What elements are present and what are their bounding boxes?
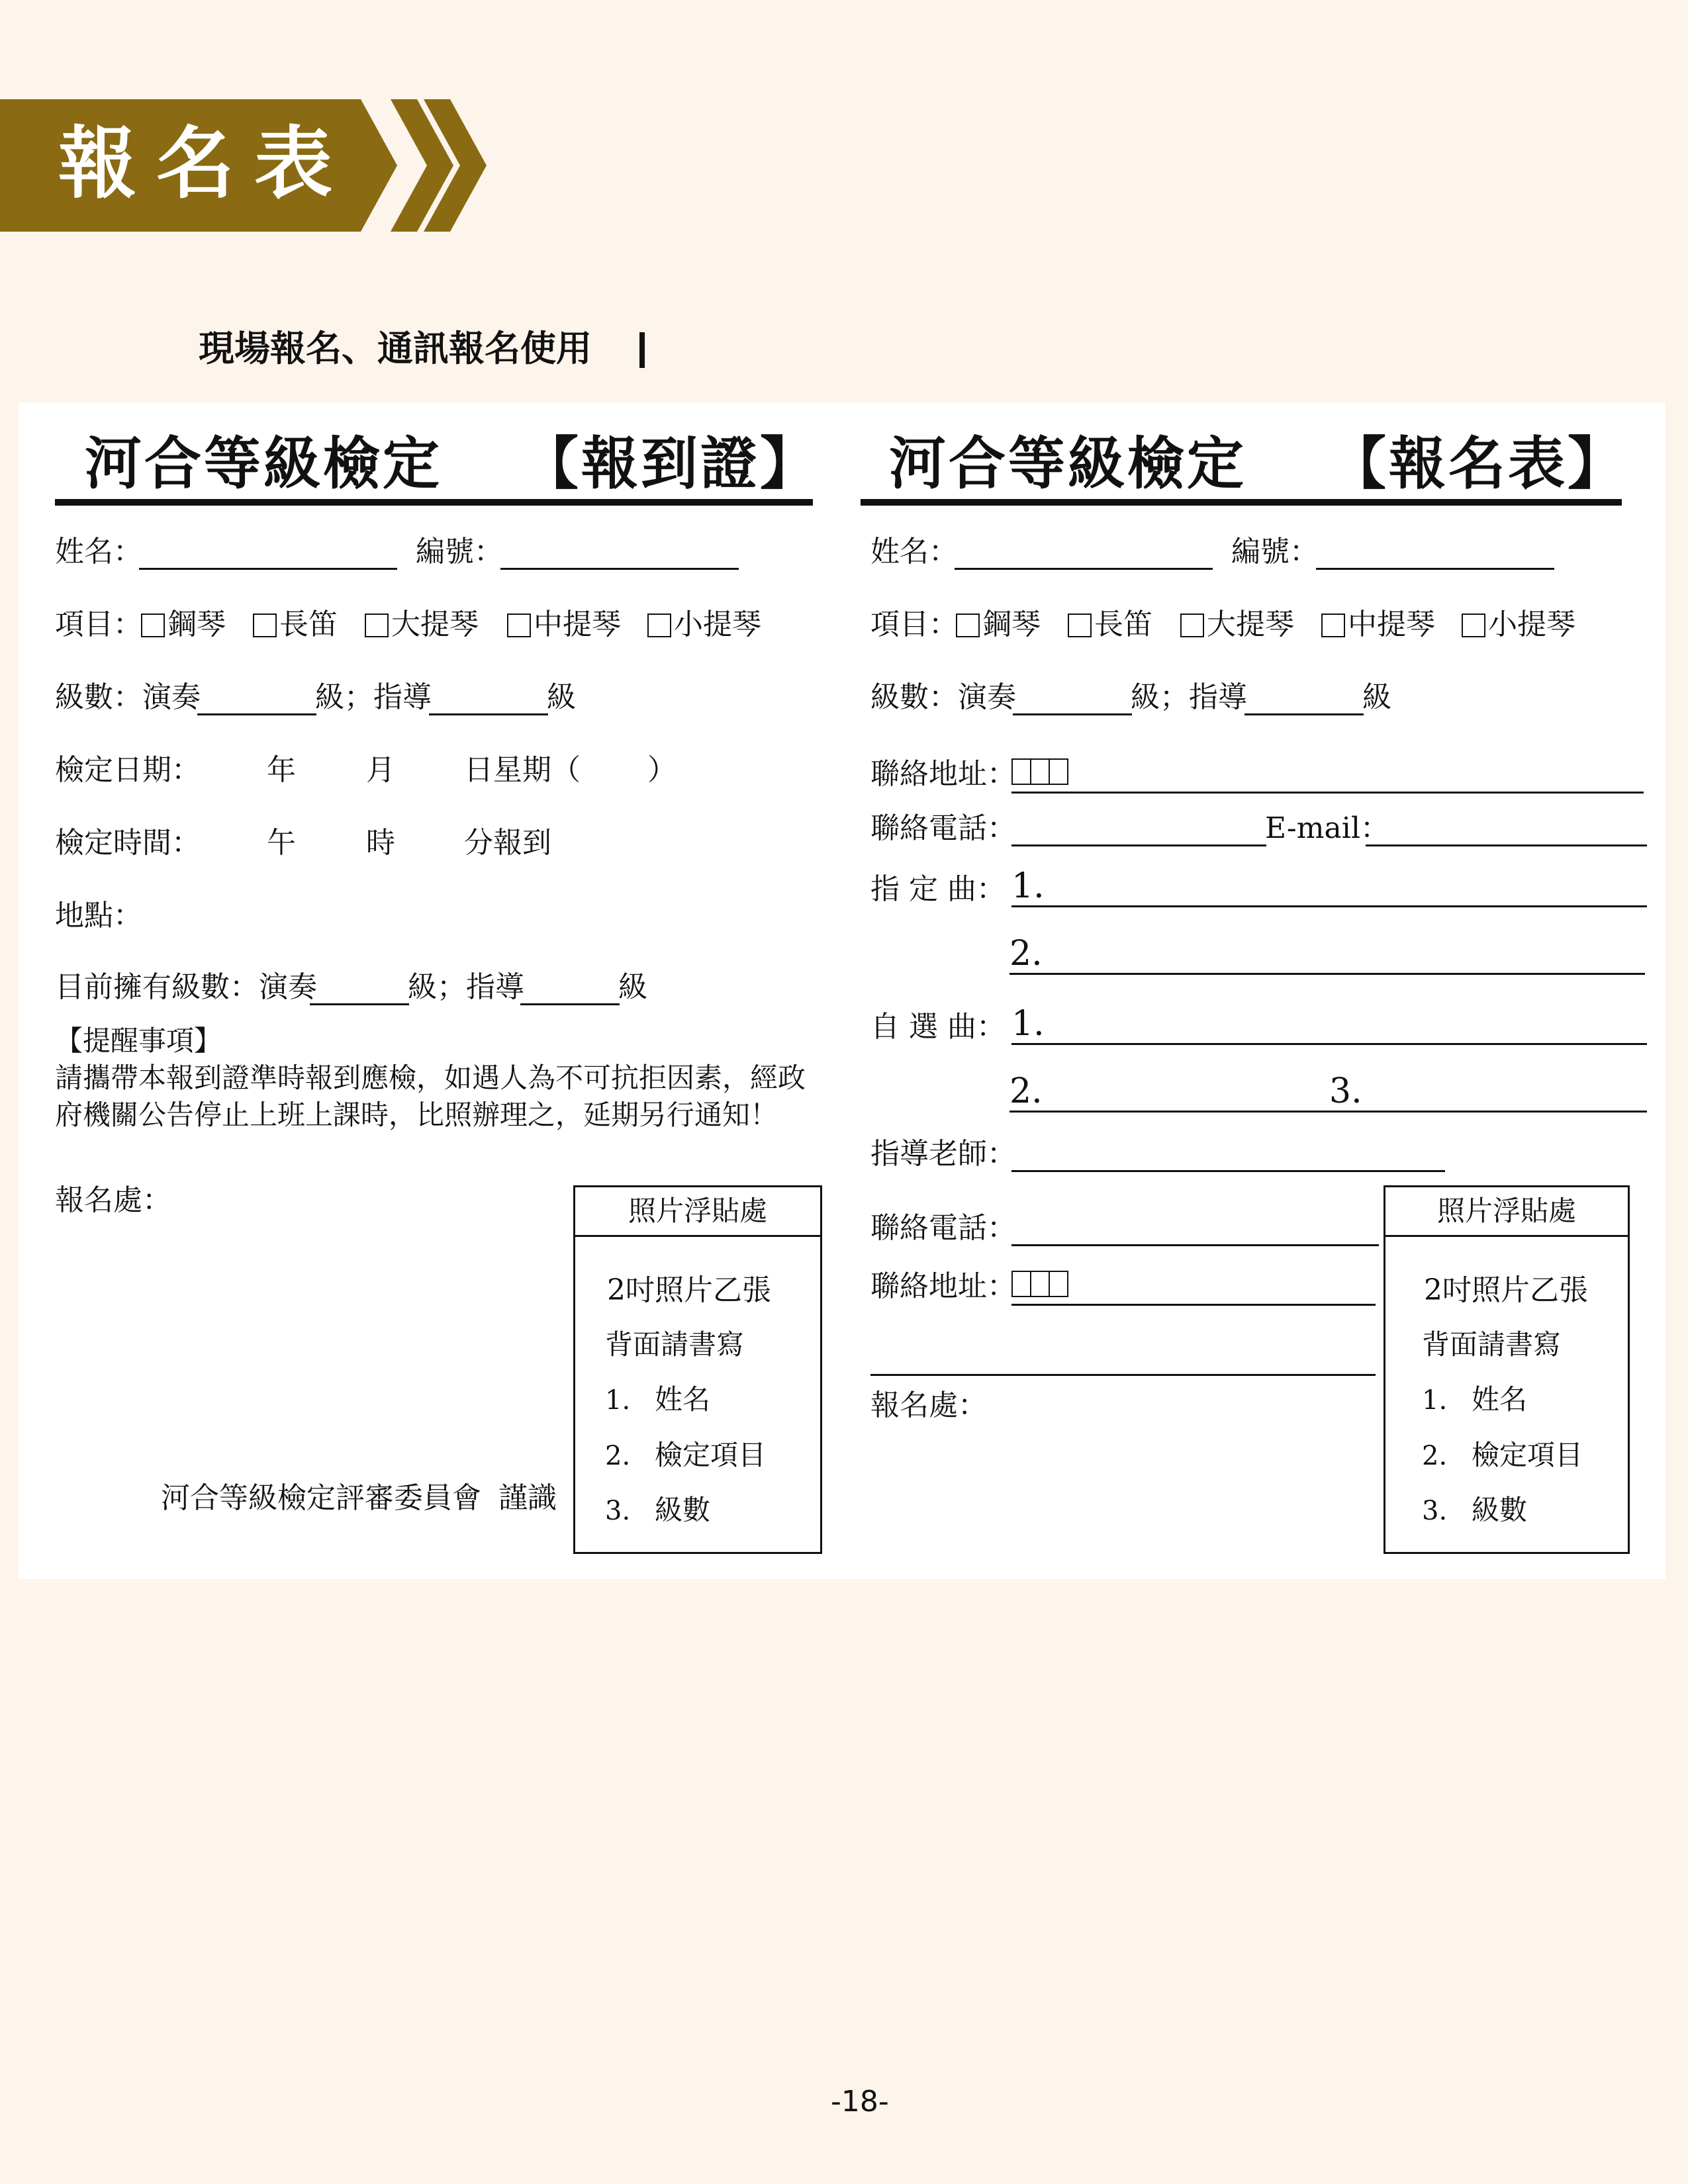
- assigned-piece-label: 指 定 曲：: [870, 872, 1006, 906]
- photo-item-text: 級數: [655, 1494, 711, 1526]
- checkbox-icon[interactable]: [141, 614, 165, 637]
- checkbox-icon[interactable]: [365, 614, 389, 637]
- left-name-field[interactable]: [139, 568, 397, 570]
- right-email-field[interactable]: [1366, 844, 1647, 846]
- left-name-label: 姓名：: [55, 535, 142, 569]
- right-option-cello[interactable]: 大提琴: [1180, 608, 1294, 643]
- left-grade-end: 級: [547, 680, 576, 714]
- right-grade-unit: 級；指導: [1131, 680, 1247, 714]
- assigned-piece-num-1: 1.: [1011, 866, 1045, 906]
- left-photo-box: [573, 1185, 822, 1554]
- left-current-perform-field[interactable]: [310, 1003, 409, 1005]
- postal-code-box[interactable]: [1049, 758, 1068, 785]
- right-name-label: 姓名：: [870, 535, 958, 569]
- checkbox-icon[interactable]: [1180, 614, 1204, 637]
- right-option-violin[interactable]: 小提琴: [1462, 608, 1575, 643]
- right-heading-tag: 【報名表】: [1329, 431, 1627, 497]
- checkbox-icon[interactable]: [507, 614, 531, 637]
- reminder-line-1: 請攜帶本報到證準時報到應檢，如遇人為不可抗拒因素，經政: [55, 1062, 806, 1094]
- postal-code-box[interactable]: [1011, 1271, 1031, 1297]
- left-option-viola[interactable]: 中提琴: [507, 608, 621, 643]
- left-time-label: 檢定時間：: [55, 826, 201, 860]
- left-place-label: 地點：: [55, 899, 142, 933]
- photo-item-num: 3.: [605, 1496, 631, 1526]
- left-current-grade-end: 級: [618, 970, 647, 1004]
- photo-item-num: 3.: [1422, 1496, 1448, 1526]
- teacher-phone-field[interactable]: [1011, 1244, 1379, 1246]
- form-sheet: [19, 402, 1665, 1579]
- left-grade-perform-field[interactable]: [197, 713, 316, 715]
- assigned-piece-field-2[interactable]: [1009, 973, 1645, 975]
- right-heading-rule: [861, 499, 1622, 506]
- left-current-grade-label: 目前擁有級數：演奏: [55, 970, 317, 1004]
- photo-item-num: 2.: [1422, 1441, 1448, 1471]
- right-phone-label: 聯絡電話：: [870, 811, 1016, 845]
- right-number-field[interactable]: [1316, 568, 1554, 570]
- postal-code-box[interactable]: [1011, 758, 1031, 785]
- left-time-hour: 時: [366, 826, 395, 860]
- committee-name: 河合等級檢定評審委員會: [161, 1481, 481, 1515]
- left-number-label: 編號：: [416, 535, 503, 569]
- committee-respect: 謹識: [498, 1481, 557, 1515]
- left-heading: 河合等級檢定: [85, 431, 442, 497]
- left-current-teach-field[interactable]: [520, 1003, 620, 1005]
- checkbox-icon[interactable]: [647, 614, 671, 637]
- left-items-label: 項目：: [55, 608, 142, 641]
- right-grade-label: 級數：演奏: [870, 680, 1016, 714]
- left-grade-unit: 級；指導: [315, 680, 432, 714]
- right-items-label: 項目：: [870, 608, 958, 641]
- assigned-piece-field-1[interactable]: [1011, 905, 1647, 907]
- right-grade-perform-field[interactable]: [1013, 713, 1132, 715]
- right-grade-teach-field[interactable]: [1244, 713, 1364, 715]
- photo-item-text: 檢定項目: [655, 1439, 767, 1471]
- photo-item-num: 1.: [605, 1385, 631, 1416]
- right-option-piano[interactable]: 鋼琴: [956, 608, 1041, 643]
- free-piece-num-3: 3.: [1329, 1071, 1362, 1111]
- photo-item-text: 檢定項目: [1472, 1439, 1583, 1471]
- left-heading-tag: 【報到證】: [522, 431, 820, 497]
- photo-item-num: 1.: [1422, 1385, 1448, 1416]
- postal-code-box[interactable]: [1030, 758, 1050, 785]
- reminder-line-2: 府機關公告停止上班上課時，比照辦理之，延期另行通知！: [55, 1099, 778, 1131]
- photo-line-2: 背面請書寫: [605, 1328, 745, 1361]
- teacher-address-field-2[interactable]: [870, 1374, 1376, 1376]
- photo-box-title: 照片浮貼處: [575, 1187, 820, 1237]
- subtitle: 現場報名、通訊報名使用: [199, 328, 592, 369]
- left-option-cello[interactable]: 大提琴: [365, 608, 479, 643]
- left-registration-label: 報名處：: [55, 1183, 171, 1217]
- right-phone-field[interactable]: [1011, 844, 1266, 846]
- left-time-minute: 分報到: [464, 826, 551, 860]
- right-option-flute[interactable]: 長笛: [1068, 608, 1152, 643]
- teacher-phone-label: 聯絡電話：: [870, 1211, 1016, 1245]
- photo-item-text: 姓名: [1472, 1383, 1528, 1416]
- right-email-label: E-mail：: [1265, 811, 1389, 845]
- photo-item-text: 姓名: [655, 1383, 711, 1416]
- left-current-grade-unit: 級；指導: [408, 970, 524, 1004]
- left-option-piano[interactable]: 鋼琴: [141, 608, 226, 643]
- photo-line-1: 2吋照片乙張: [607, 1273, 771, 1307]
- banner-title: 報名表: [58, 118, 353, 209]
- checkbox-icon[interactable]: [1321, 614, 1345, 637]
- free-piece-num-2: 2.: [1009, 1071, 1043, 1111]
- photo-line-1: 2吋照片乙張: [1424, 1273, 1588, 1307]
- right-address-field[interactable]: [1011, 792, 1644, 794]
- photo-line-2: 背面請書寫: [1422, 1328, 1562, 1361]
- left-heading-rule: [55, 499, 813, 506]
- photo-item-text: 級數: [1472, 1494, 1528, 1526]
- teacher-address-label: 聯絡地址：: [870, 1269, 1016, 1303]
- assigned-piece-num-2: 2.: [1009, 934, 1043, 974]
- postal-code-box[interactable]: [1030, 1271, 1050, 1297]
- left-grade-label: 級數：演奏: [55, 680, 201, 714]
- left-date-year: 年: [267, 753, 296, 787]
- checkbox-icon[interactable]: [956, 614, 980, 637]
- right-photo-box: [1383, 1185, 1630, 1554]
- left-date-month: 月: [366, 753, 395, 787]
- free-piece-field-1[interactable]: [1011, 1043, 1647, 1045]
- checkbox-icon[interactable]: [1462, 614, 1485, 637]
- right-option-viola[interactable]: 中提琴: [1321, 608, 1435, 643]
- right-grade-end: 級: [1362, 680, 1391, 714]
- left-grade-teach-field[interactable]: [429, 713, 548, 715]
- photo-box-title: 照片浮貼處: [1385, 1187, 1628, 1237]
- left-option-violin[interactable]: 小提琴: [647, 608, 761, 643]
- checkbox-icon[interactable]: [1068, 614, 1092, 637]
- free-piece-num-1: 1.: [1011, 1004, 1045, 1044]
- left-number-field[interactable]: [500, 568, 739, 570]
- right-number-label: 編號：: [1231, 535, 1319, 569]
- left-date-day: 日星期（: [464, 753, 581, 787]
- teacher-field[interactable]: [1011, 1170, 1445, 1172]
- teacher-label: 指導老師：: [870, 1137, 1016, 1171]
- right-name-field[interactable]: [955, 568, 1213, 570]
- teacher-address-field[interactable]: [1011, 1304, 1376, 1306]
- free-piece-field-2[interactable]: [1009, 1111, 1647, 1113]
- postal-code-box[interactable]: [1049, 1271, 1068, 1297]
- left-time-noon: 午: [267, 826, 296, 860]
- free-piece-label: 自 選 曲：: [870, 1010, 1006, 1044]
- right-registration-label: 報名處：: [870, 1388, 987, 1422]
- checkbox-icon[interactable]: [253, 614, 277, 637]
- photo-item-num: 2.: [605, 1441, 631, 1471]
- right-address-label: 聯絡地址：: [870, 757, 1016, 791]
- right-heading: 河合等級檢定: [889, 431, 1246, 497]
- page-number: -18-: [831, 2085, 889, 2118]
- left-option-flute[interactable]: 長笛: [253, 608, 338, 643]
- left-date-close: ）: [647, 753, 677, 787]
- subtitle-bar: [639, 332, 645, 368]
- left-date-label: 檢定日期：: [55, 753, 201, 787]
- reminder-title: 【提醒事項】: [55, 1024, 222, 1057]
